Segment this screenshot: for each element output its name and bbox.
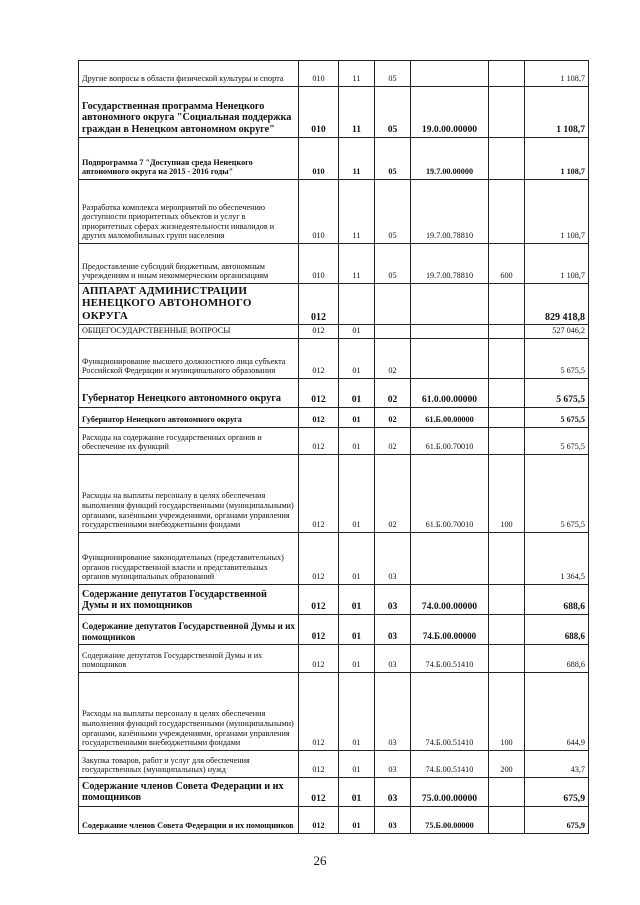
- row-ministry-code: 010: [299, 87, 339, 138]
- table-row: [79, 244, 589, 284]
- row-subsection-code: 03: [375, 584, 411, 614]
- row-subsection-code: 02: [375, 407, 411, 427]
- row-amount: 829 418,8: [525, 284, 589, 325]
- row-target-article: 74.Б.00.00000: [411, 614, 489, 644]
- row-subsection-code: 05: [375, 244, 411, 284]
- row-subsection-code: 03: [375, 806, 411, 833]
- row-target-article: [411, 325, 489, 339]
- row-name: Содержание депутатов Государственной Думы и их помощников: [79, 584, 299, 614]
- row-amount: 5 675,5: [525, 427, 589, 454]
- row-amount: 644,9: [525, 672, 589, 750]
- row-expense-type: [489, 180, 525, 244]
- table-row: [79, 325, 589, 339]
- row-expense-type: [489, 806, 525, 833]
- row-name: Содержание депутатов Государственной Думы и их помощников: [79, 614, 299, 644]
- row-ministry-code: 010: [299, 138, 339, 180]
- row-target-article: 61.Б.00.70010: [411, 454, 489, 532]
- row-section-code: 01: [339, 777, 375, 806]
- row-ministry-code: 012: [299, 584, 339, 614]
- row-ministry-code: 012: [299, 378, 339, 407]
- row-subsection-code: [375, 284, 411, 325]
- table-row: [79, 672, 589, 750]
- table-row: [79, 284, 589, 325]
- row-section-code: 11: [339, 61, 375, 87]
- row-name: Функционирование высшего должностного лица субъекта Российской Федерации и муниципального образования: [79, 338, 299, 378]
- row-name: Разработка комплекса мероприятий по обеспечению доступности приоритетных объектов и услуг в приоритетных сферах жизнедеятельности инвалидов и других маломобильных групп населения: [79, 180, 299, 244]
- row-expense-type: [489, 584, 525, 614]
- row-name: Функционирование законодательных (представительных) органов государственной власти и представительных органов муниципальных образований: [79, 532, 299, 584]
- row-ministry-code: 012: [299, 672, 339, 750]
- row-amount: 1 108,7: [525, 87, 589, 138]
- row-expense-type: [489, 284, 525, 325]
- row-amount: 1 108,7: [525, 244, 589, 284]
- table-row: [79, 454, 589, 532]
- row-subsection-code: 05: [375, 61, 411, 87]
- row-amount: 5 675,5: [525, 378, 589, 407]
- row-expense-type: [489, 614, 525, 644]
- row-amount: 43,7: [525, 750, 589, 777]
- row-target-article: [411, 284, 489, 325]
- row-name: Расходы на выплаты персоналу в целях обеспечения выполнения функций государственными (муниципальными) органами, казёнными учреждениями, органами управления государственными внебюджетными фондами: [79, 454, 299, 532]
- row-ministry-code: 012: [299, 750, 339, 777]
- table-row: [79, 180, 589, 244]
- row-ministry-code: 010: [299, 61, 339, 87]
- row-section-code: 01: [339, 614, 375, 644]
- budget-table: [78, 60, 589, 834]
- row-expense-type: [489, 87, 525, 138]
- row-ministry-code: 012: [299, 338, 339, 378]
- table-row: [79, 407, 589, 427]
- table-row: [79, 87, 589, 138]
- row-section-code: 11: [339, 244, 375, 284]
- row-section-code: 01: [339, 584, 375, 614]
- table-row: [79, 777, 589, 806]
- row-expense-type: 100: [489, 454, 525, 532]
- row-section-code: 01: [339, 532, 375, 584]
- row-section-code: 11: [339, 87, 375, 138]
- row-expense-type: 100: [489, 672, 525, 750]
- row-expense-type: [489, 532, 525, 584]
- row-target-article: [411, 532, 489, 584]
- row-section-code: 11: [339, 180, 375, 244]
- row-section-code: 01: [339, 338, 375, 378]
- row-section-code: 11: [339, 138, 375, 180]
- row-expense-type: [489, 338, 525, 378]
- row-ministry-code: 012: [299, 614, 339, 644]
- table-row: [79, 427, 589, 454]
- row-amount: 1 108,7: [525, 180, 589, 244]
- row-name: Подпрограмма 7 "Доступная среда Ненецкого автономного округа на 2015 - 2016 годы": [79, 138, 299, 180]
- row-subsection-code: 02: [375, 378, 411, 407]
- row-ministry-code: 012: [299, 644, 339, 672]
- row-subsection-code: 03: [375, 614, 411, 644]
- row-section-code: 01: [339, 454, 375, 532]
- row-target-article: 61.0.00.00000: [411, 378, 489, 407]
- row-subsection-code: 05: [375, 138, 411, 180]
- table-row: [79, 584, 589, 614]
- row-ministry-code: 012: [299, 532, 339, 584]
- row-target-article: 75.0.00.00000: [411, 777, 489, 806]
- row-amount: 1 364,5: [525, 532, 589, 584]
- row-amount: 675,9: [525, 777, 589, 806]
- row-subsection-code: 03: [375, 644, 411, 672]
- row-section-code: 01: [339, 644, 375, 672]
- row-amount: 5 675,5: [525, 454, 589, 532]
- row-target-article: 74.Б.00.51410: [411, 672, 489, 750]
- row-subsection-code: 03: [375, 672, 411, 750]
- row-section-code: 01: [339, 407, 375, 427]
- table-row: [79, 338, 589, 378]
- row-section-code: 01: [339, 672, 375, 750]
- row-expense-type: [489, 61, 525, 87]
- row-name: АППАРАТ АДМИНИСТРАЦИИ НЕНЕЦКОГО АВТОНОМНОГО ОКРУГА: [79, 284, 299, 325]
- row-name: Другие вопросы в области физической культуры и спорта: [79, 61, 299, 87]
- row-target-article: 19.7.00.78810: [411, 180, 489, 244]
- row-name: ОБЩЕГОСУДАРСТВЕННЫЕ ВОПРОСЫ: [79, 325, 299, 339]
- table-row: [79, 806, 589, 833]
- row-expense-type: [489, 378, 525, 407]
- row-target-article: [411, 338, 489, 378]
- row-name: Содержание депутатов Государственной Думы и их помощников: [79, 644, 299, 672]
- row-subsection-code: 02: [375, 427, 411, 454]
- row-amount: 5 675,5: [525, 338, 589, 378]
- row-ministry-code: 012: [299, 454, 339, 532]
- row-amount: 1 108,7: [525, 138, 589, 180]
- row-name: Государственная программа Ненецкого автономного округа "Социальная поддержка граждан в Ненецком автономном округе": [79, 87, 299, 138]
- row-expense-type: [489, 644, 525, 672]
- row-ministry-code: 012: [299, 407, 339, 427]
- table-row: [79, 750, 589, 777]
- row-target-article: 19.0.00.00000: [411, 87, 489, 138]
- row-expense-type: 600: [489, 244, 525, 284]
- row-amount: 688,6: [525, 584, 589, 614]
- row-amount: 688,6: [525, 614, 589, 644]
- row-amount: 688,6: [525, 644, 589, 672]
- row-section-code: 01: [339, 750, 375, 777]
- row-subsection-code: 03: [375, 750, 411, 777]
- row-section-code: 01: [339, 378, 375, 407]
- row-expense-type: [489, 138, 525, 180]
- row-subsection-code: 05: [375, 87, 411, 138]
- row-target-article: 19.7.00.00000: [411, 138, 489, 180]
- row-name: Губернатор Ненецкого автономного округа: [79, 378, 299, 407]
- row-target-article: 74.Б.00.51410: [411, 750, 489, 777]
- row-section-code: 01: [339, 427, 375, 454]
- row-expense-type: 200: [489, 750, 525, 777]
- row-section-code: 01: [339, 806, 375, 833]
- row-ministry-code: 012: [299, 325, 339, 339]
- row-target-article: 75.Б.00.00000: [411, 806, 489, 833]
- row-ministry-code: 012: [299, 427, 339, 454]
- table-row: [79, 138, 589, 180]
- table-row: [79, 644, 589, 672]
- row-name: Расходы на содержание государственных органов и обеспечение их функций: [79, 427, 299, 454]
- row-subsection-code: 03: [375, 532, 411, 584]
- row-amount: 1 108,7: [525, 61, 589, 87]
- row-amount: 527 046,2: [525, 325, 589, 339]
- row-expense-type: [489, 427, 525, 454]
- row-amount: 675,9: [525, 806, 589, 833]
- row-name: Содержание членов Совета Федерации и их помощников: [79, 777, 299, 806]
- row-target-article: 61.Б.00.00000: [411, 407, 489, 427]
- row-target-article: 19.7.00.78810: [411, 244, 489, 284]
- row-expense-type: [489, 777, 525, 806]
- row-expense-type: [489, 325, 525, 339]
- row-subsection-code: 03: [375, 777, 411, 806]
- row-target-article: 74.0.00.00000: [411, 584, 489, 614]
- row-ministry-code: 010: [299, 180, 339, 244]
- row-name: Расходы на выплаты персоналу в целях обеспечения выполнения функций государственными (муниципальными) органами, казёнными учреждениями, органами управления государственными внебюджетными фондами: [79, 672, 299, 750]
- row-ministry-code: 012: [299, 806, 339, 833]
- row-subsection-code: 02: [375, 454, 411, 532]
- row-ministry-code: 010: [299, 244, 339, 284]
- row-section-code: [339, 284, 375, 325]
- row-subsection-code: [375, 325, 411, 339]
- row-target-article: 61.Б.00.70010: [411, 427, 489, 454]
- row-subsection-code: 05: [375, 180, 411, 244]
- page-number: 26: [313, 853, 327, 868]
- row-name: Закупка товаров, работ и услуг для обеспечения государственных (муниципальных) нужд: [79, 750, 299, 777]
- row-name: Предоставление субсидий бюджетным, автономным учреждениям и иным некоммерческим организациям: [79, 244, 299, 284]
- table-row: [79, 532, 589, 584]
- table-row: [79, 614, 589, 644]
- row-expense-type: [489, 407, 525, 427]
- row-amount: 5 675,5: [525, 407, 589, 427]
- row-ministry-code: 012: [299, 284, 339, 325]
- row-name: Содержание членов Совета Федерации и их помощников: [79, 806, 299, 833]
- row-subsection-code: 02: [375, 338, 411, 378]
- row-ministry-code: 012: [299, 777, 339, 806]
- table-row: [79, 61, 589, 87]
- row-target-article: 74.Б.00.51410: [411, 644, 489, 672]
- row-name: Губернатор Ненецкого автономного округа: [79, 407, 299, 427]
- row-target-article: [411, 61, 489, 87]
- row-section-code: 01: [339, 325, 375, 339]
- table-row: [79, 378, 589, 407]
